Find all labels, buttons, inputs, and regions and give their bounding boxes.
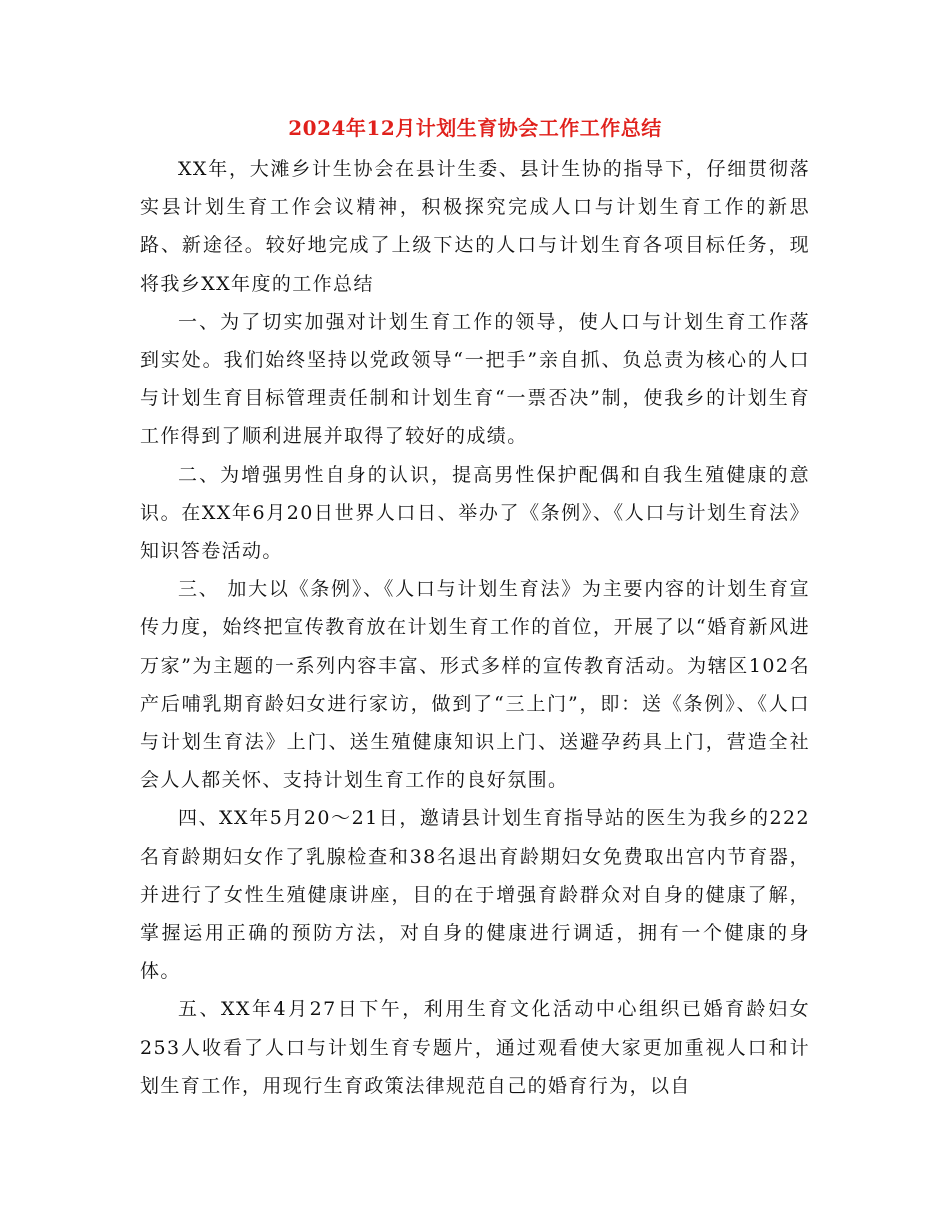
paragraph-section-4: 四、XX年5月20～21日，邀请县计划生育指导站的医生为我乡的222名育龄期妇女作了乳腺检查和38名退出育龄期妇女免费取出宫内节育器，并进行了女性生殖健康讲座，目的在于增强育龄群众对自身的健康了解，掌握运用正确的预防方法，对自身的健康进行调适，拥有一个健康的身体。: [140, 807, 810, 983]
paragraph-section-3: 三、 加大以《条例》、《人口与计划生育法》为主要内容的计划生育宣传力度，始终把宣传教育放在计划生育工作的首位，开展了以“婚育新风进万家”为主题的一系列内容丰富、形式多样的宣传教育活动。为辖区102名产后哺乳期育龄妇女进行家访，做到了“三上门”，即：送《条例》、《人口与计划生育法》上门、送生殖健康知识上门、送避孕药具上门，营造全社会人人都关怀、支持计划生育工作的良好氛围。: [140, 578, 810, 792]
paragraph-section-5: 五、XX年4月27日下午，利用生育文化活动中心组织已婚育龄妇女253人收看了人口与计划生育专题片，通过观看使大家更加重视人口和计划生育工作，用现行生育政策法律规范自己的婚育行为，以自: [140, 998, 810, 1097]
paragraph-section-1: 一、为了切实加强对计划生育工作的领导，使人口与计划生育工作落到实处。我们始终坚持以党政领导“一把手”亲自抓、负总责为核心的人口与计划生育目标管理责任制和计划生育“一票否决”制，使我乡的计划生育工作得到了顺利进展并取得了较好的成绩。: [140, 310, 810, 448]
document-title: 2024年12月计划生育协会工作工作总结: [288, 116, 662, 140]
paragraph-section-2: 二、为增强男性自身的认识，提高男性保护配偶和自我生殖健康的意识。在XX年6月20日世界人口日、举办了《条例》、《人口与计划生育法》知识答卷活动。: [140, 463, 810, 563]
document-page: [140, 108, 810, 1105]
paragraph-intro: XX年，大滩乡计生协会在县计生委、县计生协的指导下，仔细贯彻落实县计划生育工作会议精神，积极探究完成人口与计划生育工作的新思路、新途径。较好地完成了上级下达的人口与计划生育各项目标任务，现将我乡XX年度的工作总结: [140, 158, 810, 295]
